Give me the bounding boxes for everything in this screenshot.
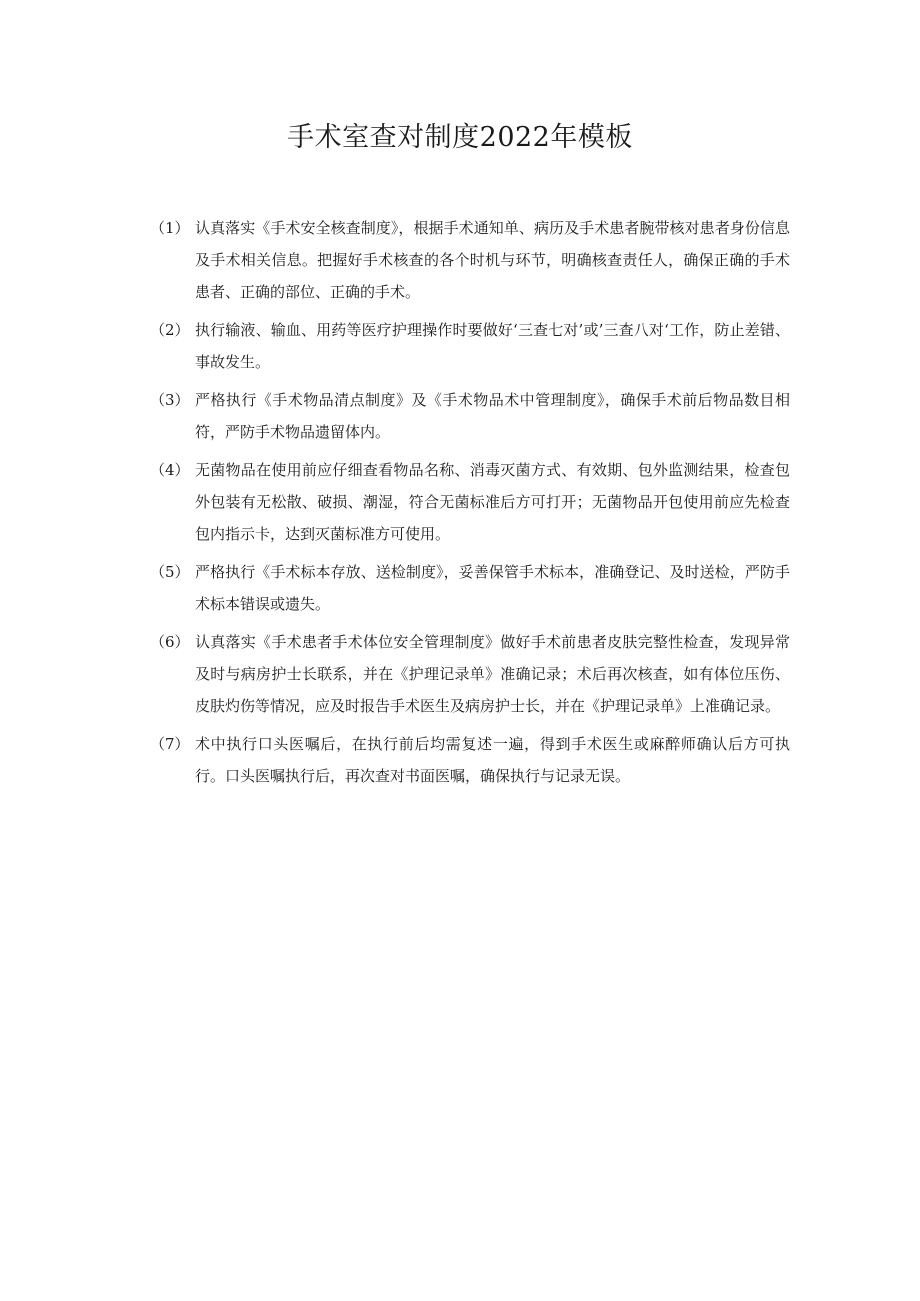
rule-list xyxy=(150,212,790,798)
item-number: （4） xyxy=(150,461,190,479)
list-item xyxy=(150,556,790,620)
item-text: 认真落实《手术患者手术体位安全管理制度》做好手术前患者皮肤完整性检查，发现异常及时与病房护士长联系，并在《护理记录单》准确记录；术后再次核查，如有体位压伤、皮肤灼伤等情况，应及时报告手术医生及病房护士长，并在《护理记录单》上准确记录。 xyxy=(195,633,790,715)
item-number: （5） xyxy=(150,563,190,581)
item-number: （2） xyxy=(150,321,190,339)
item-number: （1） xyxy=(150,219,190,237)
list-item xyxy=(150,212,790,308)
item-text: 无菌物品在使用前应仔细查看物品名称、消毒灭菌方式、有效期、包外监测结果，检查包外包装有无松散、破损、潮湿，符合无菌标准后方可打开；无菌物品开包使用前应先检查包内指示卡，达到灭菌标准方可使用。 xyxy=(195,461,790,543)
list-item xyxy=(150,384,790,448)
page-title: 手术室查对制度2022年模板 xyxy=(287,122,633,153)
list-item xyxy=(150,728,790,792)
item-text: 认真落实《手术安全核查制度》，根据手术通知单、病历及手术患者腕带核对患者身份信息及手术相关信息。把握好手术核查的各个时机与环节，明确核查责任人，确保正确的手术患者、正确的部位、正确的手术。 xyxy=(195,219,790,301)
list-item xyxy=(150,454,790,550)
item-number: （6） xyxy=(150,633,190,651)
item-text: 执行输液、输血、用药等医疗护理操作时要做好‘三查七对’或’三查八对‘工作，防止差错、事故发生。 xyxy=(195,321,790,371)
list-item xyxy=(150,626,790,722)
item-text: 术中执行口头医嘱后，在执行前后均需复述一遍，得到手术医生或麻醉师确认后方可执行。口头医嘱执行后，再次查对书面医嘱，确保执行与记录无误。 xyxy=(195,735,790,785)
list-item xyxy=(150,314,790,378)
item-number: （7） xyxy=(150,735,190,753)
item-text: 严格执行《手术标本存放、送检制度》，妥善保管手术标本，准确登记、及时送检，严防手术标本错误或遗失。 xyxy=(195,563,790,613)
item-number: （3） xyxy=(150,391,190,409)
item-text: 严格执行《手术物品清点制度》及《手术物品术中管理制度》，确保手术前后物品数目相符，严防手术物品遗留体内。 xyxy=(195,391,790,441)
